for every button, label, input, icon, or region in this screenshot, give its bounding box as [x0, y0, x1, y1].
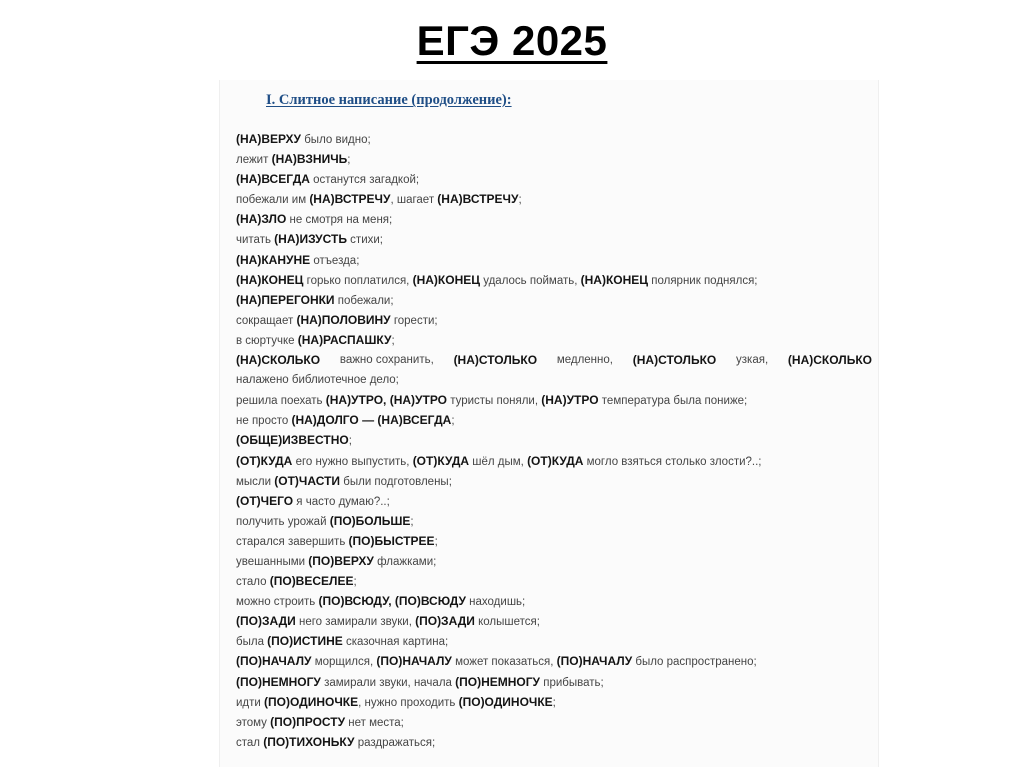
- line-text: , нужно проходить: [358, 696, 456, 709]
- document-line: [236, 651, 872, 671]
- highlighted-word: (НА)ВЗНИЧЬ: [271, 152, 348, 167]
- document-line: [236, 250, 872, 270]
- highlighted-word: (ПО)ОДИНОЧКЕ: [264, 694, 359, 709]
- highlighted-word: (ПО)ВСЮДУ, (ПО)ВСЮДУ: [318, 594, 466, 609]
- line-text: горько поплатился,: [306, 274, 410, 287]
- document-line: [236, 591, 872, 611]
- highlighted-word: (ПО)ПРОСТУ: [270, 714, 346, 729]
- line-text: лежит: [236, 154, 269, 167]
- slide-title-text: ЕГЭ 2025: [416, 17, 608, 64]
- line-text: сказочная картина;: [345, 636, 449, 649]
- highlighted-word: (ПО)БОЛЬШЕ: [329, 513, 411, 528]
- highlighted-word: (ПО)ИСТИНЕ: [267, 634, 343, 649]
- document-line: [236, 511, 872, 531]
- line-text: можно строить: [236, 596, 316, 609]
- line-text: флажками;: [377, 555, 437, 568]
- document-line: [236, 229, 872, 249]
- highlighted-word: (ПО)ВЕРХУ: [308, 553, 374, 568]
- highlighted-word: (НА)КОНЕЦ: [580, 272, 649, 287]
- document-line: [236, 732, 872, 752]
- line-text: было распространено;: [635, 656, 757, 669]
- slide-title: [0, 14, 1024, 68]
- highlighted-word: (ПО)БЫСТРЕЕ: [348, 533, 435, 548]
- document-image: [219, 80, 879, 767]
- line-text: морщился,: [314, 656, 374, 669]
- document-heading: I. Слитное написание (продолжение):: [266, 92, 512, 108]
- line-text: стал: [236, 736, 260, 749]
- highlighted-word: (НА)ДОЛГО — (НА)ВСЕГДА: [291, 413, 452, 428]
- highlighted-word: (ОБЩЕ)ИЗВЕСТНО: [236, 433, 349, 448]
- highlighted-word: (ОТ)ЧАСТИ: [274, 473, 341, 488]
- highlighted-word: (НА)ВСЕГДА: [236, 172, 310, 187]
- highlighted-word: (НА)ВЕРХУ: [236, 132, 302, 146]
- document-line: [236, 471, 872, 491]
- highlighted-word: (НА)ВСТРЕЧУ: [437, 192, 519, 207]
- line-text: сокращает: [236, 314, 294, 327]
- highlighted-word: (НА)ВСТРЕЧУ: [309, 192, 391, 207]
- line-text: ;: [348, 435, 352, 448]
- line-text: было видно;: [304, 134, 371, 146]
- highlighted-word: (ПО)ОДИНОЧКЕ: [458, 694, 553, 709]
- line-text: важно сохранить,: [339, 354, 434, 367]
- line-text: получить урожай: [236, 515, 327, 528]
- document-line: [236, 571, 872, 591]
- document-line: [236, 169, 872, 189]
- line-text: в сюртучке: [236, 334, 295, 347]
- document-line: [236, 451, 872, 471]
- line-text: медленно,: [556, 354, 613, 367]
- document-line: [236, 491, 872, 511]
- line-text: замирали звуки, начала: [324, 676, 452, 689]
- line-text: мысли: [236, 475, 272, 488]
- document-line: [236, 631, 872, 651]
- line-text: ;: [347, 154, 351, 167]
- highlighted-word: (НА)КАНУНЕ: [236, 252, 311, 267]
- highlighted-word: (НА)СТОЛЬКО: [632, 353, 717, 368]
- line-text: туристы поняли,: [450, 395, 539, 408]
- line-text: были подготовлены;: [343, 475, 452, 488]
- line-text: стихи;: [350, 234, 383, 247]
- document-line: [236, 270, 872, 290]
- document-line: [236, 611, 872, 631]
- highlighted-word: (НА)РАСПАШКУ: [297, 332, 392, 347]
- document-line: [236, 330, 872, 350]
- document-line: [236, 189, 872, 209]
- line-text: может показаться,: [455, 656, 554, 669]
- line-text: ;: [353, 576, 357, 589]
- highlighted-word: (НА)ПОЛОВИНУ: [296, 312, 391, 327]
- document-line: [236, 350, 872, 370]
- document-line: [236, 692, 872, 712]
- line-text: этому: [236, 716, 267, 729]
- highlighted-word: (НА)УТРО: [541, 393, 599, 408]
- line-text: побежали им: [236, 194, 307, 207]
- highlighted-word: (НА)СКОЛЬКО: [787, 353, 872, 368]
- line-text: читать: [236, 234, 271, 247]
- highlighted-word: (ПО)ЗАДИ: [236, 614, 296, 629]
- line-text: ;: [434, 535, 438, 548]
- line-text: могло взяться столько злости?..;: [586, 455, 762, 468]
- document-line: [236, 290, 872, 310]
- highlighted-word: (НА)СКОЛЬКО: [236, 353, 321, 368]
- line-text: не смотря на меня;: [289, 214, 393, 227]
- line-text: полярник поднялся;: [651, 274, 758, 287]
- line-text: нет места;: [348, 716, 404, 729]
- document-line: [236, 310, 872, 330]
- line-text: узкая,: [736, 354, 769, 367]
- highlighted-word: (ОТ)ЧЕГО: [236, 493, 294, 508]
- highlighted-word: (ОТ)КУДА: [412, 453, 470, 468]
- document-line: [236, 712, 872, 732]
- line-text: удалось поймать,: [483, 274, 578, 287]
- document-line: [236, 209, 872, 229]
- document-line: [236, 370, 872, 390]
- highlighted-word: (ПО)НАЧАЛУ: [376, 654, 452, 669]
- line-text: прибывать;: [543, 676, 604, 689]
- document-line: [236, 551, 872, 571]
- line-text: налажено библиотечное дело;: [236, 374, 399, 387]
- highlighted-word: (НА)ПЕРЕГОНКИ: [236, 292, 335, 307]
- highlighted-word: (ПО)НЕМНОГУ: [455, 674, 541, 689]
- highlighted-word: (НА)СТОЛЬКО: [453, 353, 538, 368]
- line-text: не просто: [236, 415, 289, 428]
- highlighted-word: (ПО)ВЕСЕЛЕЕ: [269, 574, 354, 589]
- line-text: старался завершить: [236, 535, 346, 548]
- document-line: [236, 149, 872, 169]
- highlighted-word: (ПО)ЗАДИ: [415, 614, 475, 629]
- highlighted-word: (НА)КОНЕЦ: [236, 272, 304, 287]
- highlighted-word: (НА)ИЗУСТЬ: [274, 232, 347, 247]
- highlighted-word: (ПО)НАЧАЛУ: [236, 654, 312, 669]
- line-text: него замирали звуки,: [298, 616, 412, 629]
- line-text: я часто думаю?..;: [296, 495, 390, 508]
- line-text: ;: [518, 194, 522, 207]
- highlighted-word: (ПО)НАЧАЛУ: [556, 654, 633, 669]
- line-text: останутся загадкой;: [313, 174, 420, 187]
- line-text: горести;: [393, 314, 438, 327]
- line-text: ;: [451, 415, 455, 428]
- highlighted-word: (НА)УТРО, (НА)УТРО: [325, 393, 447, 408]
- line-text: температура была пониже;: [601, 395, 748, 408]
- highlighted-word: (НА)ЗЛО: [236, 212, 287, 227]
- highlighted-word: (ОТ)КУДА: [527, 453, 584, 468]
- document-lines: [236, 129, 872, 752]
- document-line: [236, 430, 872, 450]
- document-line: [236, 672, 872, 692]
- line-text: ;: [410, 515, 414, 528]
- document-line: [236, 390, 872, 410]
- line-text: его нужно выпустить,: [295, 455, 410, 468]
- line-text: находишь;: [469, 596, 526, 609]
- line-text: колышется;: [478, 616, 540, 629]
- line-text: раздражаться;: [357, 736, 436, 749]
- highlighted-word: (ОТ)КУДА: [236, 453, 293, 468]
- highlighted-word: (НА)КОНЕЦ: [412, 272, 481, 287]
- line-text: шёл дым,: [472, 455, 524, 468]
- line-text: увешанными: [236, 555, 306, 568]
- line-text: побежали;: [337, 294, 394, 307]
- line-text: идти: [236, 696, 261, 709]
- line-text: отъезда;: [313, 254, 360, 267]
- line-text: ;: [552, 696, 556, 709]
- line-text: решила поехать: [236, 395, 323, 408]
- line-text: , шагает: [390, 194, 435, 207]
- line-text: была: [236, 636, 264, 649]
- document-line: [236, 410, 872, 430]
- document-line: [236, 129, 872, 149]
- highlighted-word: (ПО)НЕМНОГУ: [236, 674, 321, 689]
- document-line: [236, 531, 872, 551]
- line-text: стало: [236, 576, 267, 589]
- line-text: ;: [391, 334, 395, 347]
- highlighted-word: (ПО)ТИХОНЬКУ: [263, 734, 355, 749]
